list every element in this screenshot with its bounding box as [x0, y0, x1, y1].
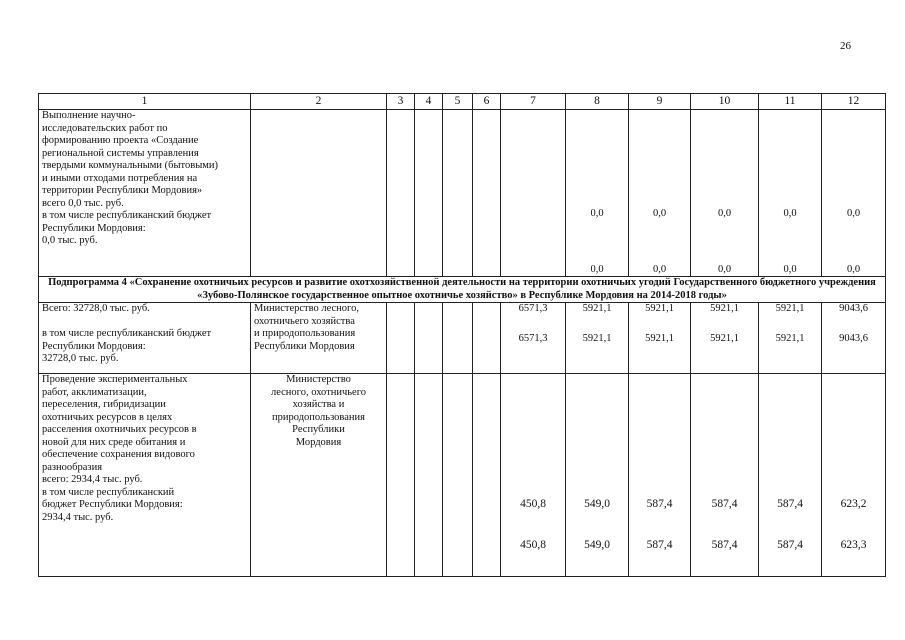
value-cell: [691, 110, 759, 277]
empty-cell: [473, 374, 501, 577]
empty-cell: [415, 374, 443, 577]
budget-value: 9043,6: [839, 332, 868, 344]
value-cell: [501, 374, 566, 577]
total-value: 5921,1: [582, 303, 612, 314]
executor-cell: Министерство лесного, охотничьего хозяйства и природопользования Республики Мордовия: [251, 374, 387, 577]
budget-value: 0,0: [846, 263, 861, 275]
value-cell: [629, 374, 691, 577]
budget-value: 587,4: [646, 538, 673, 551]
empty-cell: [387, 110, 415, 277]
budget-value: 5921,1: [710, 332, 739, 344]
value-cell: [759, 110, 822, 277]
header-cell: 9: [629, 94, 691, 110]
total-value: 0,0: [717, 208, 732, 219]
header-cell: 7: [501, 94, 566, 110]
total-value: 623,2: [840, 498, 867, 510]
value-cell: [501, 303, 566, 374]
total-value: 587,4: [646, 498, 673, 510]
total-value: 0,0: [652, 208, 667, 219]
table-row: [39, 110, 886, 277]
empty-cell: [415, 303, 443, 374]
page-number: 26: [840, 40, 851, 52]
empty-cell: [473, 110, 501, 277]
header-cell: 5: [443, 94, 473, 110]
empty-cell: [387, 303, 415, 374]
budget-value: 6571,3: [518, 332, 548, 344]
executor-cell: Министерство лесного, охотничьего хозяйства и природопользования Республики Мордовия: [251, 303, 387, 374]
header-row: [39, 94, 886, 110]
total-value: 549,0: [584, 498, 610, 510]
table-row: [39, 303, 886, 374]
value-cell: [822, 374, 886, 577]
header-cell: 3: [387, 94, 415, 110]
header-cell: 12: [822, 94, 886, 110]
executor-cell: [251, 110, 387, 277]
total-value: 0,0: [783, 208, 797, 219]
budget-value: 587,4: [711, 538, 738, 551]
total-value: 6571,3: [518, 303, 548, 314]
total-value: 5921,1: [645, 303, 674, 314]
total-value: 587,4: [711, 498, 738, 510]
header-cell: 1: [39, 94, 251, 110]
value-cell: [691, 303, 759, 374]
budget-value: 0,0: [783, 263, 797, 275]
value-cell: [759, 374, 822, 577]
value-cell: [566, 303, 629, 374]
subprogram-row: [39, 277, 886, 303]
budget-value: 450,8: [520, 538, 546, 551]
empty-cell: [443, 374, 473, 577]
empty-cell: [443, 110, 473, 277]
total-value: 587,4: [777, 498, 803, 510]
empty-cell: [387, 374, 415, 577]
value-cell: [691, 374, 759, 577]
row-description: Всего: 32728,0 тыс. руб. в том числе республиканский бюджет Республики Мордовия: 32728,0 тыс. руб.: [39, 303, 251, 374]
total-value: 0,0: [846, 208, 861, 219]
budget-value: 5921,1: [645, 332, 674, 344]
budget-table: [38, 93, 886, 577]
total-value: 0,0: [590, 208, 604, 219]
total-value: 9043,6: [839, 303, 868, 314]
empty-cell: [473, 303, 501, 374]
budget-value: 549,0: [584, 538, 610, 551]
budget-value: 5921,1: [775, 332, 805, 344]
row-description: Проведение экспериментальных работ, акклиматизации, переселения, гибридизации охотничьих ресурсов в целях расселения охотничьих ресурсов в новой для них среде обитания и обеспечение сохранения видового разнообразия всего: 2934,4 тыс. руб. в том числе республиканский бюджет Республики Мордовия: 2934,4 тыс. руб.: [39, 374, 251, 577]
subprogram-title: Подпрограмма 4 «Сохранение охотничьих ресурсов и развитие охотхозяйственной деятельности на территории охотничьих угодий Государственного бюджетного учреждения «Зубово-Полянское государственное опытное охотничье хозяйство» в Республике Мордовия на 2014-2018 годы»: [39, 277, 886, 303]
budget-value: 623,3: [840, 538, 867, 551]
total-value: 450,8: [520, 498, 546, 510]
header-cell: 2: [251, 94, 387, 110]
value-cell: [566, 374, 629, 577]
budget-value: 0,0: [717, 263, 732, 275]
budget-value: 0,0: [652, 263, 667, 275]
value-cell: [822, 110, 886, 277]
header-cell: 4: [415, 94, 443, 110]
header-cell: 8: [566, 94, 629, 110]
total-value: 5921,1: [710, 303, 739, 314]
table-row: [39, 374, 886, 577]
value-cell: [822, 303, 886, 374]
budget-value: 5921,1: [582, 332, 612, 344]
value-cell: [759, 303, 822, 374]
budget-value: 587,4: [777, 538, 803, 551]
empty-cell: [501, 110, 566, 277]
value-cell: [629, 303, 691, 374]
total-value: 5921,1: [775, 303, 805, 314]
header-cell: 6: [473, 94, 501, 110]
header-cell: 11: [759, 94, 822, 110]
row-description: Выполнение научно- исследовательских работ по формированию проекта «Создание региональной системы управления твердыми коммунальными (бытовыми) и иными отходами потребления на территории Республики Мордовия» всего 0,0 тыс. руб. в том числе республиканский бюджет Республики Мордовия: 0,0 тыс. руб.: [39, 110, 251, 277]
value-cell: [566, 110, 629, 277]
empty-cell: [443, 303, 473, 374]
value-cell: [629, 110, 691, 277]
header-cell: 10: [691, 94, 759, 110]
budget-value: 0,0: [590, 263, 604, 275]
empty-cell: [415, 110, 443, 277]
